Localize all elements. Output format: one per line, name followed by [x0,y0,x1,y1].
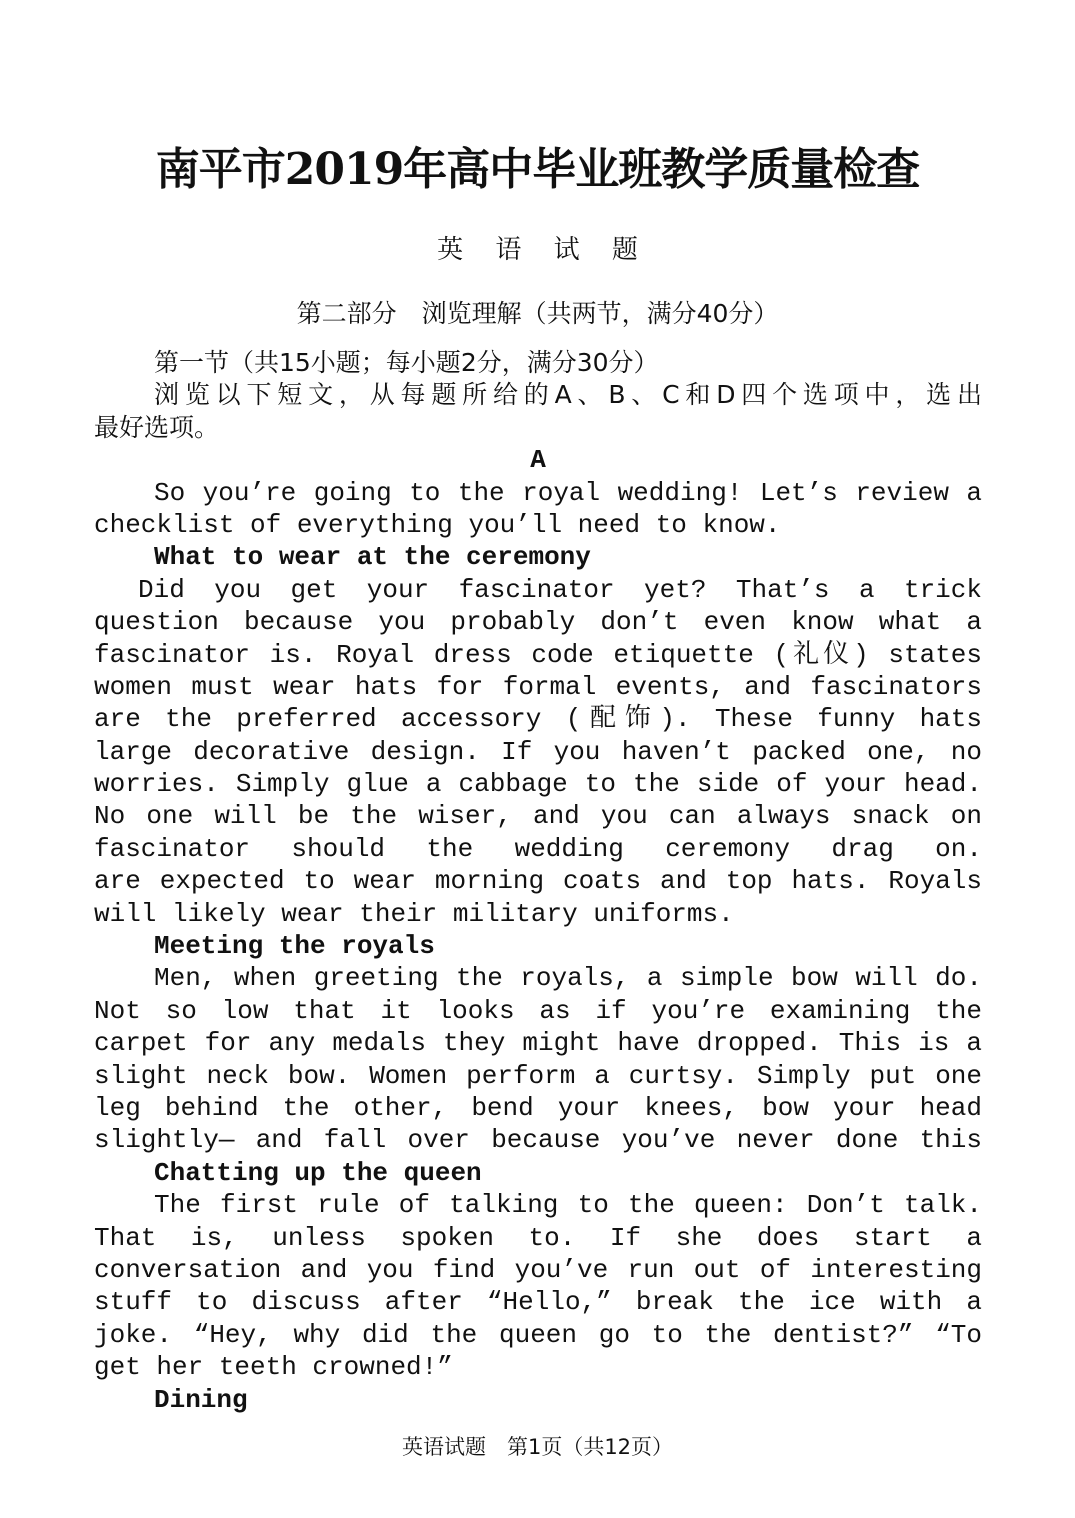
paragraph-line: Did you get your fascinator yet? That’s a trick [138,574,982,605]
section-heading: Meeting the royals [154,931,435,962]
passage-body [94,347,982,1416]
directions-line: 浏览以下短文，从每题所给的A、B、C和D四个选项中，选出 [154,380,982,410]
paragraph-line: fascinator is. Royal dress code etiquette (礼仪) states [94,639,982,670]
paragraph-line: question because you probably don’t even know what a [94,607,982,638]
paragraph-line: joke. “Hey, why did the queen go to the dentist?” “To [94,1319,982,1350]
paragraph-line: are expected to wear morning coats and top hats. Royals [94,866,982,897]
directions-line: 最好选项。 [94,412,220,442]
paragraph-line: The first rule of talking to the queen: Don’t talk. [154,1190,982,1221]
exam-subject-subtitle: 英 语 试 题 [437,235,650,265]
section-heading: Dining [154,1384,248,1415]
paragraph-line: carpet for any medals they might have dropped. This is a [94,1028,982,1059]
section-heading: What to wear at the ceremony [154,542,591,573]
paragraph-line: will likely wear their military uniforms. [94,898,734,929]
passage-letter: A [530,445,546,476]
paragraph-line: women must wear hats for formal events, and fascinators [94,671,982,702]
paragraph-line: Not so low that it looks as if you’re examining the [94,995,982,1026]
part-heading: 第二部分 浏览理解（共两节，满分40分） [296,299,779,328]
page-footer: 英语试题 第1页（共12页） [401,1435,674,1459]
paragraph-line: large decorative design. If you haven’t packed one, no [94,736,982,767]
paragraph-line: get her teeth crowned!” [94,1352,453,1383]
paragraph-line: checklist of everything you’ll need to know. [94,509,781,540]
page-title: 南平市2019年高中毕业班教学质量检查 [155,144,920,195]
paragraph-line: slight neck bow. Women perform a curtsy. Simply put one [94,1060,982,1091]
paragraph-line: leg behind the other, bend your knees, bow your head [94,1092,982,1123]
paragraph-line: are the preferred accessory (配饰). These funny hats [94,704,982,735]
section-heading: Chatting up the queen [154,1157,482,1188]
paragraph-line: slightly— and fall over because you’ve never done this [94,1125,982,1156]
paragraph-line: stuff to discuss after “Hello,” break the ice with a [94,1287,982,1318]
paragraph-line: fascinator should the wedding ceremony drag on. [94,833,982,864]
paragraph-line: So you’re going to the royal wedding! Let’s review a [154,477,982,508]
paragraph-line: Men, when greeting the royals, a simple bow will do. [154,963,982,994]
paragraph-line: worries. Simply glue a cabbage to the side of your head. [94,769,982,800]
paragraph-line: That is, unless spoken to. If she does start a [94,1222,982,1253]
paragraph-line: conversation and you find you’ve run out of interesting [94,1254,982,1285]
paragraph-line: No one will be the wiser, and you can always snack on [94,801,982,832]
section-info: 第一节（共15小题；每小题2分，满分30分） [154,348,659,377]
